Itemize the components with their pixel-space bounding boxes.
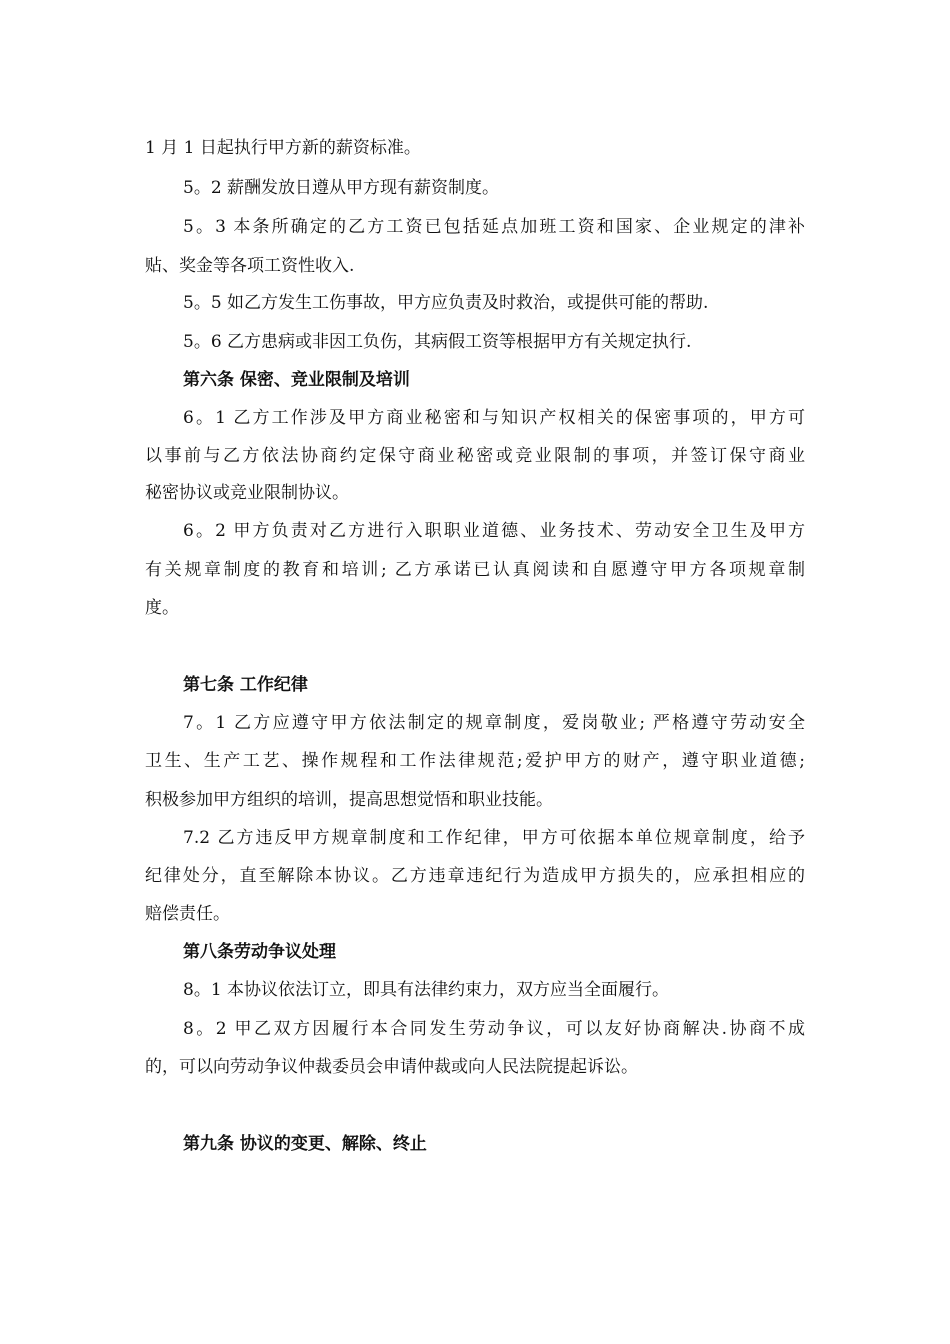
text-line: 积极参加甲方组织的培训，提高思想觉悟和职业技能。 [145, 790, 553, 810]
clause-6-1: 6。1 乙方工作涉及甲方商业秘密和与知识产权相关的保密事项的，甲方可 [183, 408, 805, 428]
clause-5-3: 5。3 本条所确定的乙方工资已包括延点加班工资和国家、企业规定的津补 [183, 217, 805, 237]
clause-5-5: 5。5 如乙方发生工伤事故，甲方应负责及时救治，或提供可能的帮助. [183, 293, 709, 313]
clause-7-2: 7.2 乙方违反甲方规章制度和工作纪律，甲方可依据本单位规章制度，给予 [183, 828, 805, 848]
text-line: 秘密协议或竞业限制协议。 [145, 483, 349, 503]
text-line: 度。 [145, 598, 179, 618]
text-line: 1 月 1 日起执行甲方新的薪资标准。 [145, 138, 421, 158]
text-line: 卫生、生产工艺、操作规程和工作法律规范;爱护甲方的财产，遵守职业道德; [145, 751, 805, 771]
text-line: 纪律处分，直至解除本协议。乙方违章违纪行为造成甲方损失的，应承担相应的 [145, 866, 805, 886]
clause-5-2: 5。2 薪酬发放日遵从甲方现有薪资制度。 [183, 178, 500, 198]
article-7-heading: 第七条 工作纪律 [183, 675, 308, 695]
clause-7-1: 7。1 乙方应遵守甲方依法制定的规章制度，爱岗敬业; 严格遵守劳动安全 [183, 713, 805, 733]
clause-6-2: 6。2 甲方负责对乙方进行入职职业道德、业务技术、劳动安全卫生及甲方 [183, 521, 805, 541]
text-line: 的，可以向劳动争议仲裁委员会申请仲裁或向人民法院提起诉讼。 [145, 1057, 638, 1077]
article-9-heading: 第九条 协议的变更、解除、终止 [183, 1134, 427, 1154]
text-line: 贴、奖金等各项工资性收入. [145, 256, 355, 276]
article-6-heading: 第六条 保密、竞业限制及培训 [183, 370, 410, 390]
text-line: 赔偿责任。 [145, 904, 230, 924]
text-line: 以事前与乙方依法协商约定保守商业秘密或竞业限制的事项，并签订保守商业 [145, 446, 805, 466]
clause-8-2: 8。2 甲乙双方因履行本合同发生劳动争议，可以友好协商解决.协商不成 [183, 1019, 805, 1039]
article-8-heading: 第八条劳动争议处理 [183, 942, 336, 962]
clause-8-1: 8。1 本协议依法订立，即具有法律约束力，双方应当全面履行。 [183, 980, 670, 1000]
text-line: 有关规章制度的教育和培训; 乙方承诺已认真阅读和自愿遵守甲方各项规章制 [145, 560, 805, 580]
clause-5-6: 5。6 乙方患病或非因工负伤，其病假工资等根据甲方有关规定执行. [183, 332, 692, 352]
